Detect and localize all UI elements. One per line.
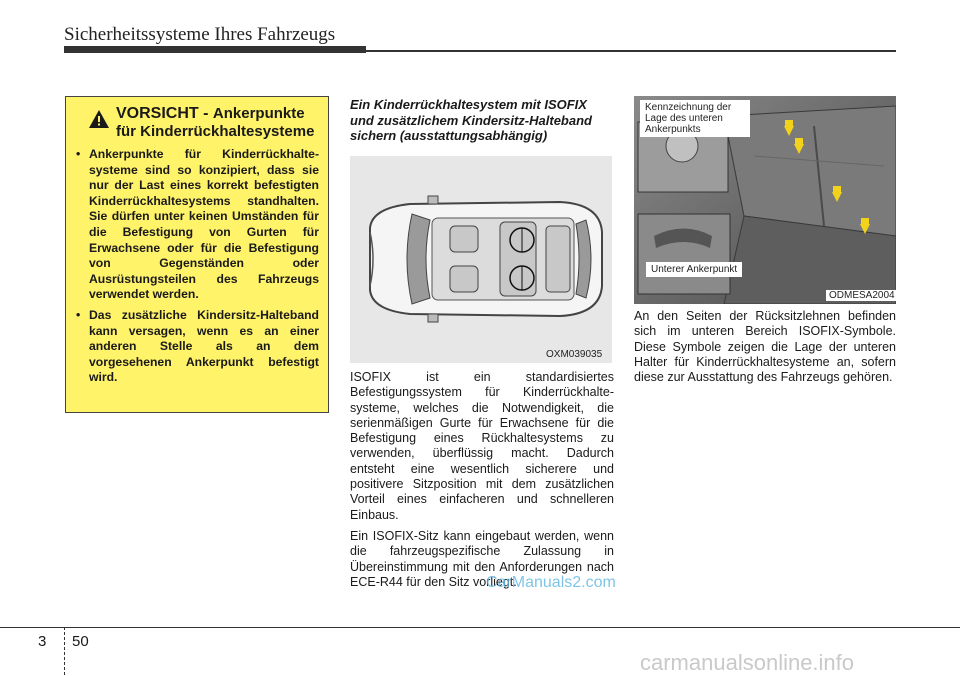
isofix-symbol-text (634, 309, 896, 391)
caution-item: • Das zusätzliche Kindersitz-Halteband kann versagen, wenn es an einer anderen Stelle als an dem vorgesehenen Ankerpunkt befestigt wird. (76, 308, 319, 386)
figure-code: OXM039035 (546, 349, 603, 360)
section-number: 3 (38, 633, 47, 650)
label-lower-anchor: Unterer Ankerpunkt (646, 262, 742, 277)
site-watermark: carmanualsonline.info (640, 650, 855, 675)
rear-seat-photo (634, 96, 896, 304)
page-number: 50 (72, 633, 89, 650)
caution-box (65, 96, 329, 413)
caution-item: • Ankerpunkte für Kinderrückhaltesysteme sind so konzipiert, dass sie nur der Last eines korrekt befestigten Kinderrückhaltesystems standhalten. Sie dürfen unter keinen Umständen für die Befestigung von Gurten für Erwachsene oder für die Befestigung von Gegenständen oder Ausrüstungsteilen des Fahrzeugs verwendet werden. (76, 147, 319, 303)
paragraph: ISOFIX ist ein standardisiertes Befestigungssystem für Kinderrückhaltesysteme, welches die Notwendigkeit, die serienmäßigen Gurte für Erwachsene für die Befestigung eines Rückhaltesystems zu verwenden, überflüssig macht. Dadurch entsteht eine wesentlich sicherere und positivere Sitzposition mit dem zusätzlichen Vorteil eines einfacheren und schnelleren Einbaus. (350, 370, 614, 522)
header-rule (366, 50, 896, 52)
paragraph: An den Seiten der Rücksitzlehnen befinden sich im unteren Bereich ISOFIX-Symbole. Diese Symbole zeigen die Lage der unteren Halter für Kinderrückhaltesysteme an, sofern diese zur Ausstattung des Fahrzeugs gehören. (634, 309, 896, 385)
page-header-title: Sicherheitssysteme Ihres Fahrzeugs (64, 24, 336, 45)
caution-title: VORSICHT - Ankerpunkte für Kinderrückhaltesysteme (116, 105, 315, 140)
car-top-view-figure (350, 156, 612, 363)
car-top-view-icon (350, 156, 612, 363)
isofix-text (350, 370, 614, 596)
page-separator (64, 627, 65, 675)
header-bar (64, 46, 366, 53)
watermark: CarManuals2.com (486, 574, 616, 591)
warning-triangle-icon (88, 109, 110, 129)
caution-list (76, 147, 319, 386)
section-heading: Ein Kinderrückhaltesystem mit ISOFIX und zusätzlichem Kindersitz-Halteband sichern (ausstattungsabhängig) (350, 97, 592, 143)
footer-rule (0, 627, 960, 628)
label-anchor-marking: Kennzeichnung der Lage des unteren Ankerpunkts (640, 100, 750, 137)
paragraph: Ein ISOFIX-Sitz kann eingebaut werden, wenn die fahrzeugspezifische Zulassung in Übereinstimmung mit den Anforderungen nach ECE-R44 für den Sitz vorliegt. (350, 528, 614, 589)
figure-code: ODMESA2004 (826, 290, 896, 301)
